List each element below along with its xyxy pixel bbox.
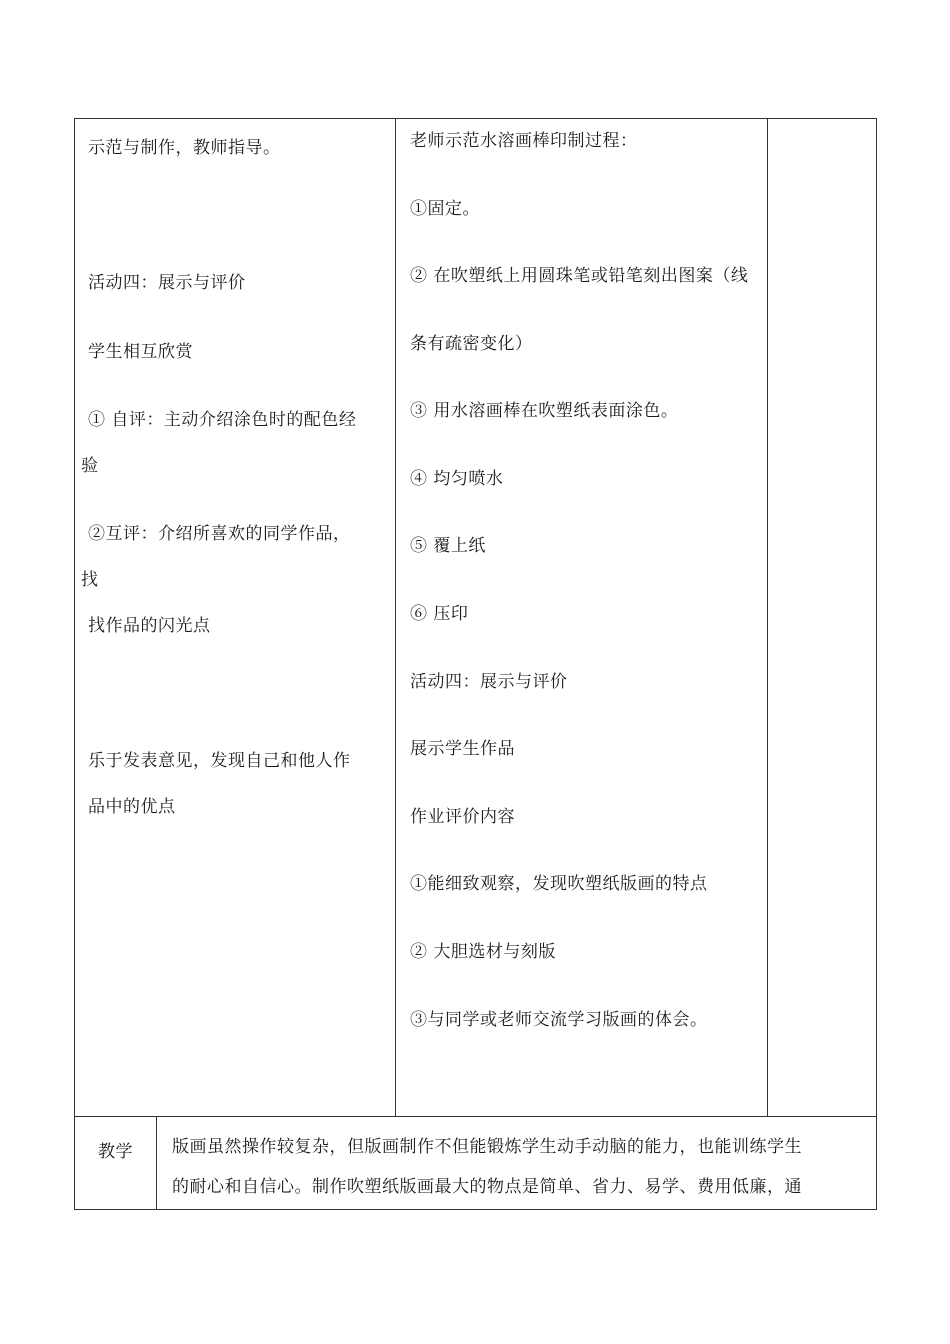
left-line: ① 自评：主动介绍涂色时的配色经 <box>88 410 357 430</box>
middle-line: 展示学生作品 <box>410 739 515 759</box>
reflection-line: 的耐心和自信心。制作吹塑纸版画最大的物点是简单、省力、易学、费用低廉，通 <box>172 1177 802 1197</box>
middle-line: ①固定。 <box>410 199 480 219</box>
middle-line: ③与同学或老师交流学习版画的体会。 <box>410 1010 708 1030</box>
left-line: 找 <box>81 570 99 590</box>
middle-line: ①能细致观察，发现吹塑纸版画的特点 <box>410 874 708 894</box>
middle-line: ⑥ 压印 <box>410 604 469 624</box>
middle-line: ③ 用水溶画棒在吹塑纸表面涂色。 <box>410 401 679 421</box>
middle-line: ④ 均匀喷水 <box>410 469 504 489</box>
middle-line: 条有疏密变化） <box>410 334 533 354</box>
left-line: 验 <box>81 456 99 476</box>
middle-line: ⑤ 覆上纸 <box>410 536 486 556</box>
middle-line: ② 大胆选材与刻版 <box>410 942 556 962</box>
reflection-line: 版画虽然操作较复杂，但版画制作不但能锻炼学生动手动脑的能力，也能训练学生 <box>172 1137 802 1157</box>
middle-line: 活动四：展示与评价 <box>410 672 568 692</box>
reflection-label: 教学 <box>98 1142 133 1162</box>
middle-line: 作业评价内容 <box>410 807 515 827</box>
left-line: ②互评：介绍所喜欢的同学作品， <box>88 524 351 544</box>
divider-middle-right <box>767 118 768 1116</box>
divider-label-content <box>156 1116 157 1210</box>
middle-line: 老师示范水溶画棒印制过程： <box>410 131 638 151</box>
left-line: 学生相互欣赏 <box>88 342 193 362</box>
left-line: 品中的优点 <box>88 797 176 817</box>
left-line: 找作品的闪光点 <box>88 616 211 636</box>
divider-left-middle <box>395 118 396 1116</box>
middle-line: ② 在吹塑纸上用圆珠笔或铅笔刻出图案（线 <box>410 266 749 286</box>
left-line: 乐于发表意见，发现自己和他人作 <box>88 751 351 771</box>
left-line: 活动四：展示与评价 <box>88 273 246 293</box>
divider-row <box>74 1116 877 1117</box>
left-line: 示范与制作，教师指导。 <box>88 138 281 158</box>
